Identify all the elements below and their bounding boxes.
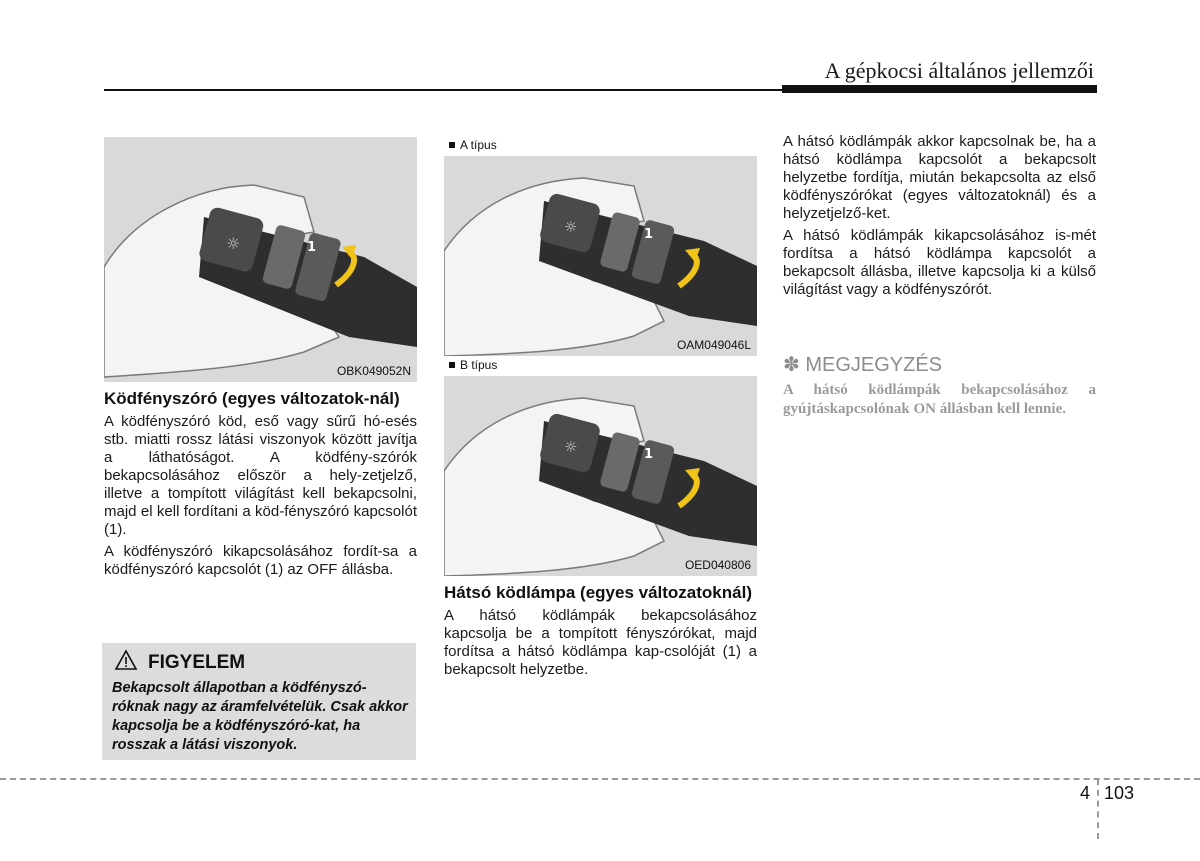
svg-text:☼: ☼ — [226, 234, 241, 253]
bullet-square-icon — [449, 142, 455, 148]
warning-text: Bekapcsolt állapotban a ködfényszó-róknak nagy az áramfelvételük. Csak akkor kapcsolja be a ködfényszóró-kat, ha rosszak a látási viszonyok. — [112, 680, 408, 753]
section-front-fog — [104, 388, 417, 583]
figure-code: OED040806 — [684, 558, 751, 572]
paragraph: A hátsó ködlámpák bekapcsolásához kapcsolja be a tompított fényszórókat, majd fordítsa a hátsó ködlámpa kap-csolóját (1) a bekapcsolt helyzetbe. — [444, 607, 757, 678]
section-heading: Ködfényszóró (egyes változatok-nál) — [104, 389, 400, 408]
note-title: ✽ MEGJEGYZÉS — [783, 354, 943, 376]
hand-stalk-illustration-icon — [104, 137, 417, 382]
section-body — [444, 607, 757, 679]
footer-dashed-divider — [1097, 779, 1099, 839]
bullet-square-icon — [449, 362, 455, 368]
paragraph: A hátsó ködlámpák kikapcsolásához is-mét fordítsa a hátsó ködlámpa kapcsolót a bekapcsolt állásba, illetve kapcsolja ki a külső világítást vagy a ködfényszórót. — [783, 227, 1096, 298]
footer-dashed-rule — [0, 778, 1200, 780]
svg-text:☼: ☼ — [564, 218, 578, 236]
svg-text:☼: ☼ — [564, 438, 578, 456]
section-heading: Hátsó ködlámpa (egyes változatoknál) — [444, 583, 752, 602]
svg-text:1: 1 — [307, 240, 317, 255]
page-number: 103 — [1104, 783, 1135, 803]
type-label-b — [449, 358, 497, 372]
section-body — [104, 413, 417, 579]
svg-text:1: 1 — [644, 447, 654, 462]
svg-text:1: 1 — [644, 227, 654, 242]
section-rear-fog-details — [783, 133, 1096, 303]
header-rule-accent — [782, 85, 1097, 93]
page-header-title: A gépkocsi általános jellemzői — [824, 58, 1094, 83]
paragraph: A ködfényszóró köd, eső vagy sűrű hó-esés stb. miatti rossz látási viszonyok között javítja a láthatóságot. A ködfény-szórók bekapcsolásához először a hely-zetjelző, illetve a tompított világítást kell bekapcsolni, majd el kell fordítani a köd-fényszóró kapcsolót (1). — [104, 413, 417, 538]
paragraph: A hátsó ködlámpák akkor kapcsolnak be, ha a hátsó ködlámpa kapcsolót a bekapcsolt helyzetbe fordítja, miután bekapcsolta az első ködfényszórókat (egyes változatoknál) és a helyzetjelző-ket. — [783, 133, 1096, 222]
type-label-a — [449, 138, 497, 152]
warning-title: FIGYELEM — [148, 652, 246, 673]
type-label-text: A típus — [460, 138, 497, 152]
figure-code: OAM049046L — [676, 338, 751, 352]
hand-stalk-illustration-icon — [444, 376, 757, 576]
figure-rear-fog-type-a — [444, 156, 757, 356]
figure-fog-light-switch — [104, 137, 417, 382]
warning-box — [102, 643, 416, 760]
chapter-number: 4 — [1080, 783, 1091, 803]
warning-triangle-icon — [114, 649, 138, 671]
section-rear-fog — [444, 582, 757, 683]
figure-code: OBK049052N — [336, 364, 411, 378]
note-text: A hátsó ködlámpák bekapcsolásához a gyújtáskapcsolónak ON állásban kell lennie. — [783, 382, 1096, 417]
hand-stalk-illustration-icon — [444, 156, 757, 356]
figure-rear-fog-type-b — [444, 376, 757, 576]
paragraph: A ködfényszóró kikapcsolásához fordít-sa a ködfényszóró kapcsolót (1) az OFF állásba. — [104, 543, 417, 578]
type-label-text: B típus — [460, 358, 498, 372]
